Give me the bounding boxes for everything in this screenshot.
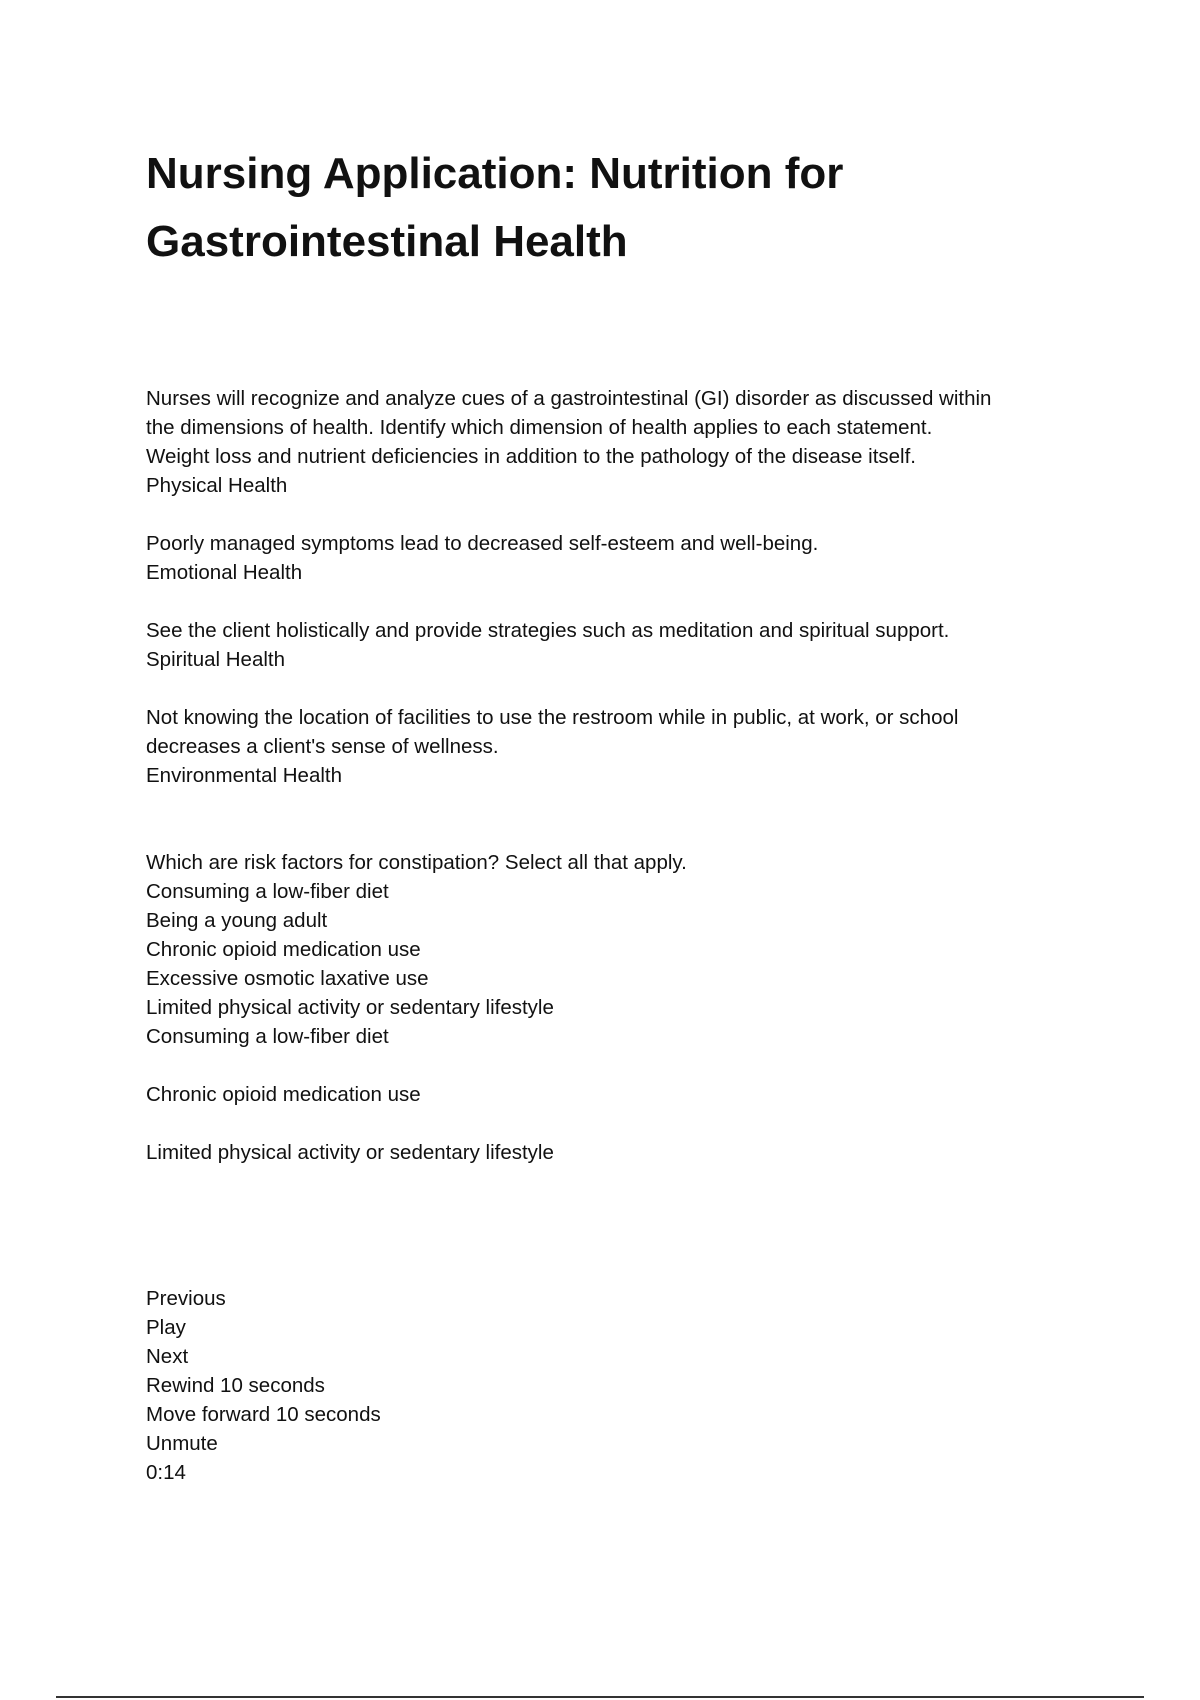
next-button[interactable]: Next xyxy=(146,1345,189,1368)
option-item: Chronic opioid medication use xyxy=(146,938,421,961)
time-readout: 0:14 xyxy=(146,1461,186,1484)
dimension-item xyxy=(146,616,1106,674)
dimension-statement-continued: decreases a client's sense of wellness. xyxy=(146,735,499,758)
forward-button[interactable]: Move forward 10 seconds xyxy=(146,1403,381,1426)
intro-line-2: the dimensions of health. Identify which dimension of health applies to each statement. xyxy=(146,416,933,439)
option-item: Being a young adult xyxy=(146,909,328,932)
unmute-button[interactable]: Unmute xyxy=(146,1432,218,1455)
media-player-controls xyxy=(146,1284,1106,1487)
title-line-2: Gastrointestinal Health xyxy=(146,217,628,266)
page-title xyxy=(146,140,1106,276)
dimensions-section xyxy=(146,384,1106,790)
bottom-divider xyxy=(56,1696,1144,1698)
answer-item: Limited physical activity or sedentary lifestyle xyxy=(146,1141,554,1164)
option-item: Excessive osmotic laxative use xyxy=(146,967,429,990)
option-item: Consuming a low-fiber diet xyxy=(146,880,389,903)
dimension-answer: Physical Health xyxy=(146,474,288,497)
title-line-1: Nursing Application: Nutrition for xyxy=(146,149,844,198)
dimension-answer: Emotional Health xyxy=(146,561,303,584)
constipation-section xyxy=(146,848,1106,1167)
dimension-answer: Environmental Health xyxy=(146,764,342,787)
dimension-statement: Poorly managed symptoms lead to decreased self-esteem and well-being. xyxy=(146,532,819,555)
dimension-statement: See the client holistically and provide strategies such as meditation and spiritual support. xyxy=(146,619,950,642)
answer-item: Consuming a low-fiber diet xyxy=(146,1025,389,1048)
answer-item: Chronic opioid medication use xyxy=(146,1083,421,1106)
option-item: Limited physical activity or sedentary lifestyle xyxy=(146,996,554,1019)
dimension-answer: Spiritual Health xyxy=(146,648,286,671)
dimension-item xyxy=(146,529,1106,587)
dimension-item xyxy=(146,703,1106,790)
previous-button[interactable]: Previous xyxy=(146,1287,226,1310)
dimension-item xyxy=(146,442,1106,500)
rewind-button[interactable]: Rewind 10 seconds xyxy=(146,1374,325,1397)
dimension-statement: Not knowing the location of facilities to use the restroom while in public, at work, or school xyxy=(146,706,959,729)
constipation-question: Which are risk factors for constipation? Select all that apply. xyxy=(146,851,687,874)
dimension-statement: Weight loss and nutrient deficiencies in addition to the pathology of the disease itself. xyxy=(146,445,916,468)
document-page xyxy=(146,140,1106,1487)
intro-line-1: Nurses will recognize and analyze cues of a gastrointestinal (GI) disorder as discussed within xyxy=(146,387,992,410)
play-button[interactable]: Play xyxy=(146,1316,186,1339)
